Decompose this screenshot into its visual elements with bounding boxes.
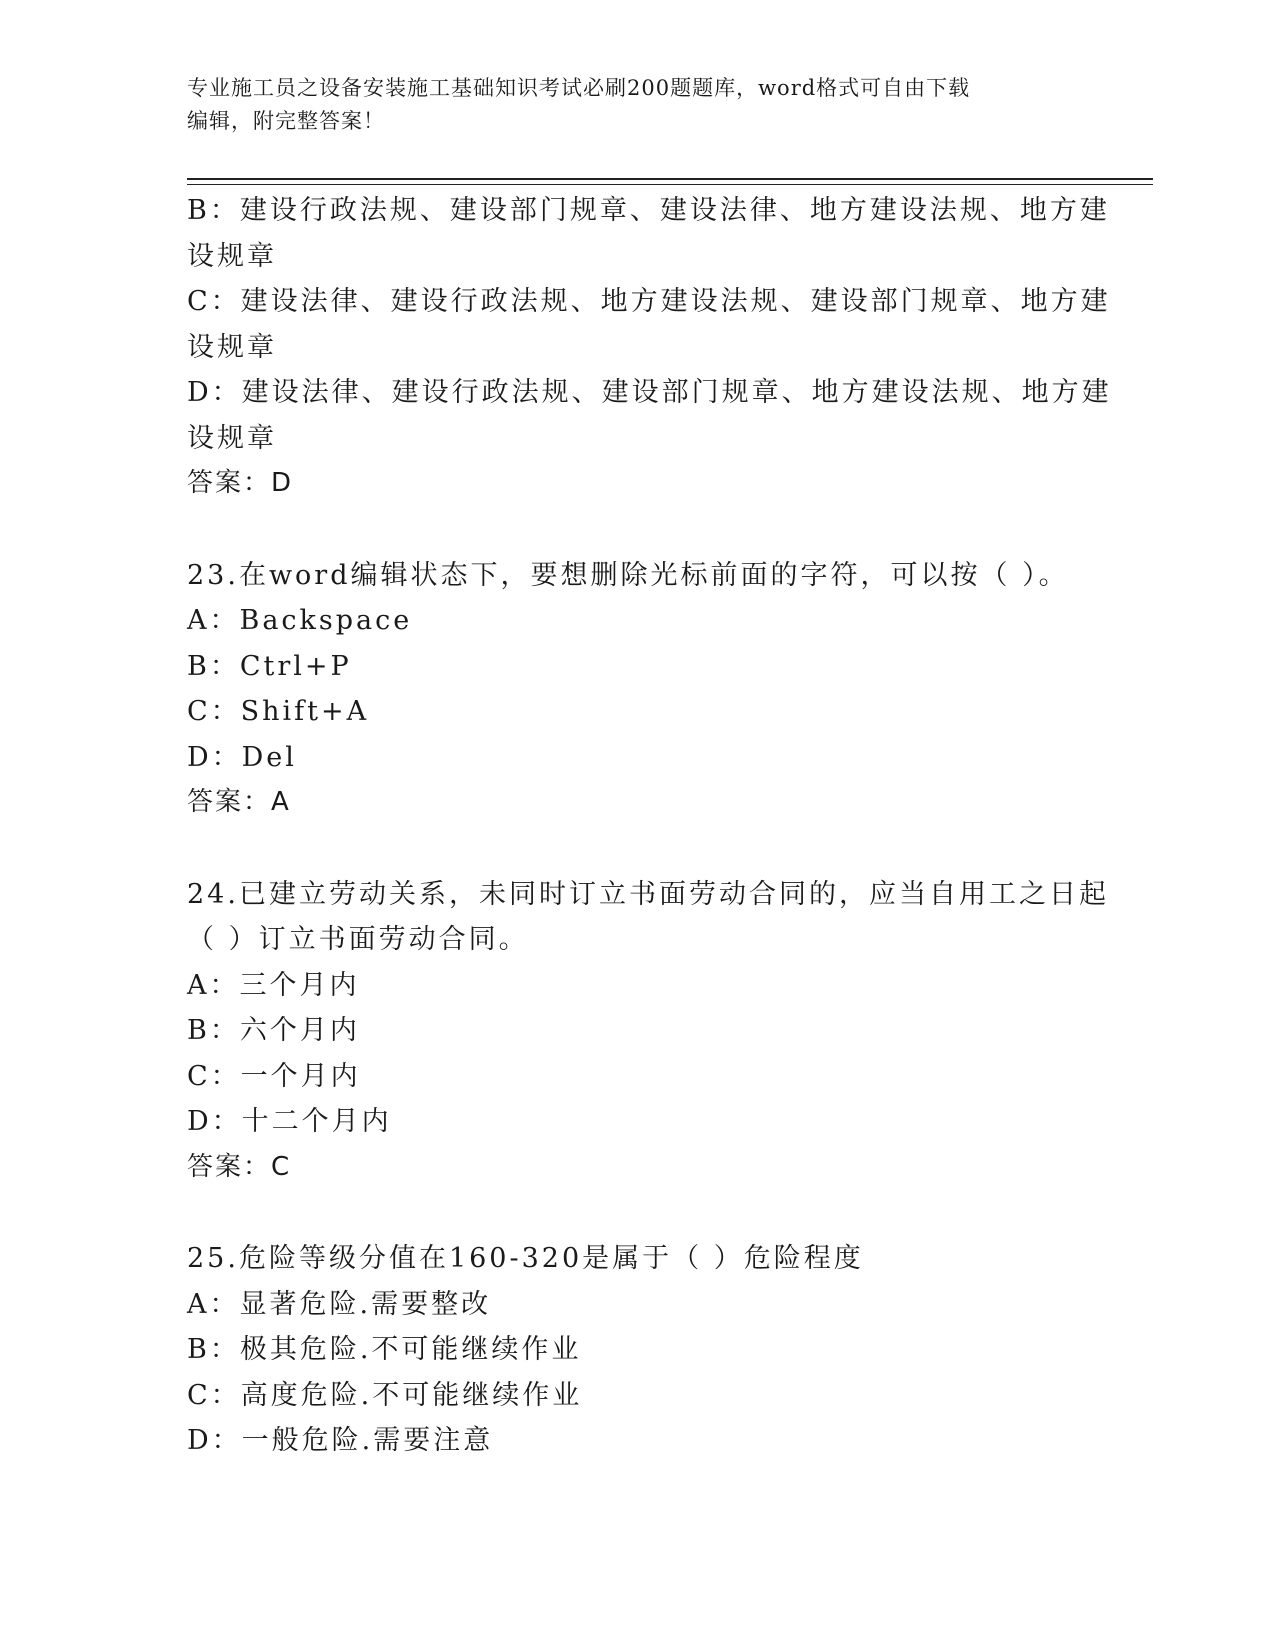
- header-title-line-1: 专业施工员之设备安装施工基础知识考试必刷200题题库，word格式可自由下载: [187, 76, 971, 100]
- option-b: B：六个月内: [187, 1015, 360, 1046]
- option-b: B：Ctrl+P: [187, 650, 352, 682]
- header-title-line-2: 编辑，附完整答案！: [187, 109, 385, 133]
- option-b: B：极其危险.不可能继续作业: [187, 1334, 582, 1365]
- question-24: [187, 872, 1109, 1191]
- option-c: C：一个月内: [187, 1060, 361, 1092]
- question-spacer: [187, 1190, 1087, 1236]
- question-22-continued: [187, 188, 1112, 507]
- document-header: [187, 72, 1067, 138]
- option-d: D：Del: [187, 741, 297, 773]
- header-divider-thick: [187, 178, 1153, 180]
- question-25: [187, 1236, 1087, 1464]
- option-a: A：三个月内: [187, 969, 360, 1001]
- answer-label: 答案：A: [187, 787, 291, 817]
- option-text-line: 设规章: [187, 240, 277, 272]
- document-body: [187, 188, 1112, 1464]
- question-spacer: [187, 826, 1087, 872]
- question-23: [187, 553, 1087, 826]
- option-text-line: D：建设法律、建设行政法规、建设部门规章、地方建设法规、地方建: [187, 377, 1112, 408]
- question-stem: 23.在word编辑状态下，要想删除光标前面的字符，可以按（ ）。: [187, 559, 1069, 591]
- question-stem-line-2: （ ）订立书面劳动合同。: [187, 924, 529, 955]
- answer-label: 答案：C: [187, 1151, 292, 1182]
- question-stem: 25.危险等级分值在160-320是属于（ ）危险程度: [187, 1243, 864, 1274]
- option-text-line: C：建设法律、建设行政法规、地方建设法规、建设部门规章、地方建: [187, 286, 1111, 317]
- header-divider-thin: [187, 184, 1153, 185]
- option-c: C：Shift+A: [187, 696, 370, 727]
- option-b: [187, 188, 1110, 279]
- question-spacer: [187, 507, 1087, 553]
- option-d: [187, 370, 1112, 461]
- option-d: D：十二个月内: [187, 1106, 392, 1137]
- answer-label: 答案：D: [187, 468, 294, 498]
- option-a: A：显著危险.需要整改: [187, 1288, 492, 1320]
- question-stem-line-1: 24.已建立劳动关系，未同时订立书面劳动合同的，应当自用工之日起: [187, 878, 1109, 910]
- option-text-line: 设规章: [187, 422, 277, 454]
- option-text-line: B：建设行政法规、建设部门规章、建设法律、地方建设法规、地方建: [187, 195, 1110, 226]
- option-text-line: 设规章: [187, 331, 277, 363]
- option-c: [187, 279, 1111, 370]
- option-d: D：一般危险.需要注意: [187, 1425, 494, 1456]
- option-a: A：Backspace: [187, 605, 413, 636]
- option-c: C：高度危险.不可能继续作业: [187, 1379, 583, 1411]
